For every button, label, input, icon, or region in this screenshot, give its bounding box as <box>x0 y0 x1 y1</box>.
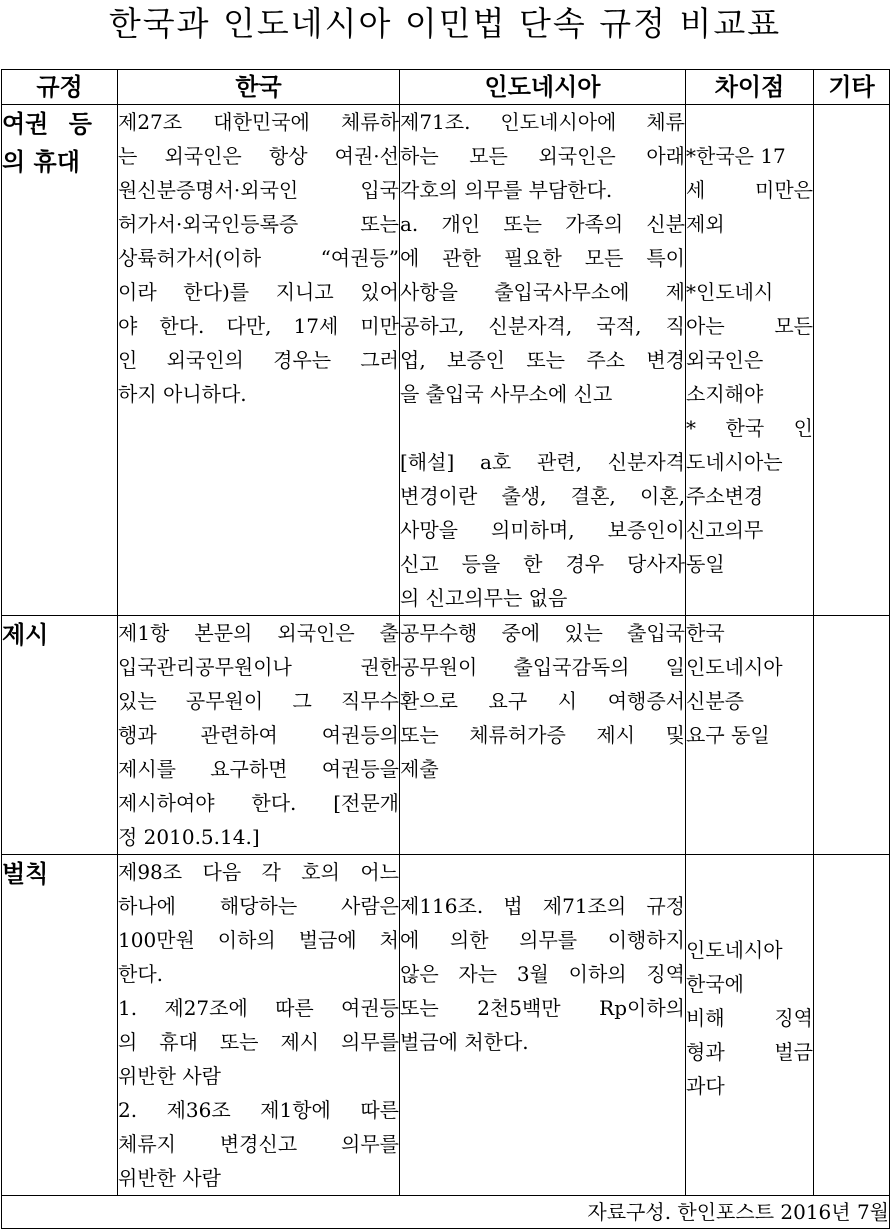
comparison-table <box>1 69 890 1229</box>
difference-cell <box>686 105 814 616</box>
difference-line: * 한국 인 <box>686 416 813 440</box>
difference-line: 외국인은 <box>686 348 764 372</box>
indonesia-line: 각호의 의무를 부담한다. <box>400 178 613 202</box>
rule-line: 벌칙 <box>2 860 49 888</box>
indonesia-line: 에 관한 필요한 모든 특이 <box>400 246 685 270</box>
table-row-penalty <box>2 855 890 1196</box>
rule-line: 의 휴대 <box>2 148 80 176</box>
korea-line: 제98조 다음 각 호의 어느 <box>118 860 399 884</box>
difference-line: 한국에 <box>686 972 744 996</box>
table-row-passport <box>2 105 890 616</box>
indonesia-line: 또는 체류허가증 제시 및 <box>400 723 685 747</box>
korea-line: 이라 한다)를 지니고 있어 <box>118 280 399 304</box>
etc-cell <box>814 616 890 855</box>
korea-cell <box>118 855 400 1196</box>
korea-line: 체류지 변경신고 의무를 <box>118 1132 399 1156</box>
difference-line: 제외 <box>686 212 725 236</box>
indonesia-line: 의 신고의무는 없음 <box>400 586 568 610</box>
korea-cell <box>118 616 400 855</box>
difference-line: 인도네시아 <box>686 655 783 679</box>
korea-line: 인 외국인의 경우는 그러 <box>118 348 399 372</box>
korea-line: 한다. <box>118 962 163 986</box>
indonesia-line: 제71조. 인도네시아에 체류 <box>400 110 685 134</box>
korea-line: 위반한 사람 <box>118 1166 221 1190</box>
indonesia-line: 제116조. 법 제71조의 규정 <box>400 894 685 918</box>
indonesia-line: 하는 모든 외국인은 아래 <box>400 144 685 168</box>
source-credit: 자료구성. 한인포스트 2016년 7월 <box>2 1196 890 1229</box>
indonesia-cell <box>400 105 686 616</box>
korea-line: 상륙허가서(이하 “여권등” <box>118 246 399 270</box>
difference-line: 신분증 <box>686 689 744 713</box>
difference-line: 도네시아는 <box>686 450 783 474</box>
difference-line: 세 미만은 <box>686 178 813 202</box>
header-row <box>2 70 890 105</box>
korea-cell <box>118 105 400 616</box>
korea-line: 제1항 본문의 외국인은 출 <box>118 621 399 645</box>
indonesia-line: 벌금에 처한다. <box>400 1030 529 1054</box>
korea-line: 는 외국인은 항상 여권·선 <box>118 144 399 168</box>
etc-cell <box>814 105 890 616</box>
difference-line: 비해 징역 <box>686 1006 813 1030</box>
footer-row <box>2 1196 890 1229</box>
indonesia-line: 제출 <box>400 757 439 781</box>
indonesia-line: 않은 자는 3월 이하의 징역 <box>400 962 685 986</box>
difference-line: 한국 <box>686 621 725 645</box>
header-etc: 기타 <box>814 70 890 105</box>
difference-line: 신고의무 <box>686 518 764 542</box>
indonesia-line: 사망을 의미하며, 보증인이 <box>400 518 685 542</box>
etc-cell <box>814 855 890 1196</box>
indonesia-line: 을 출입국 사무소에 신고 <box>400 382 613 406</box>
korea-line: 위반한 사람 <box>118 1064 221 1088</box>
rule-cell <box>2 855 118 1196</box>
indonesia-line: a. 개인 또는 가족의 신분 <box>400 212 685 236</box>
korea-line: 행과 관련하여 여권등의 <box>118 723 399 747</box>
indonesia-cell <box>400 855 686 1196</box>
difference-line: *한국은 17 <box>686 144 786 168</box>
korea-line: 하지 아니하다. <box>118 382 247 406</box>
difference-line: 동일 <box>686 552 725 576</box>
indonesia-line: 사항을 출입국사무소에 제 <box>400 280 685 304</box>
korea-line: 2. 제36조 제1항에 따른 <box>118 1098 399 1122</box>
difference-line: 인도네시아 <box>686 938 783 962</box>
difference-line: 주소변경 <box>686 484 764 508</box>
difference-cell <box>686 855 814 1196</box>
page-title: 한국과 인도네시아 이민법 단속 규정 비교표 <box>108 4 782 43</box>
table-row-presentation <box>2 616 890 855</box>
indonesia-line: 변경이란 출생, 결혼, 이혼, <box>400 484 685 508</box>
difference-cell <box>686 616 814 855</box>
korea-line: 100만원 이하의 벌금에 처 <box>118 928 399 952</box>
indonesia-line: [해설] a호 관련, 신분자격 <box>400 450 685 474</box>
header-korea: 한국 <box>118 70 400 105</box>
difference-line: 과다 <box>686 1074 725 1098</box>
korea-line: 야 한다. 다만, 17세 미만 <box>118 314 399 338</box>
korea-line: 정 2010.5.14.] <box>118 825 260 849</box>
indonesia-line: 공하고, 신분자격, 국적, 직 <box>400 314 685 338</box>
spacer <box>400 411 685 445</box>
rule-line: 제시 <box>2 621 49 649</box>
spacer <box>686 241 813 275</box>
rule-cell <box>2 105 118 616</box>
indonesia-line: 에 의한 의무를 이행하지 <box>400 928 685 952</box>
indonesia-line: 공무수행 중에 있는 출입국 <box>400 621 685 645</box>
rule-cell <box>2 616 118 855</box>
spacer <box>686 105 813 139</box>
difference-line: 형과 벌금 <box>686 1040 813 1064</box>
korea-line: 입국관리공무원이나 권한 <box>118 655 399 679</box>
korea-line: 원신분증명서·외국인 입국 <box>118 178 399 202</box>
header-difference: 차이점 <box>686 70 814 105</box>
difference-line: 요구 동일 <box>686 723 770 747</box>
header-indonesia: 인도네시아 <box>400 70 686 105</box>
korea-line: 허가서·외국인등록증 또는 <box>118 212 399 236</box>
korea-line: 제27조 대한민국에 체류하 <box>118 110 399 134</box>
difference-line: 아는 모든 <box>686 314 813 338</box>
indonesia-line: 업, 보증인 또는 주소 변경 <box>400 348 685 372</box>
difference-line: *인도네시 <box>686 280 774 304</box>
korea-line: 하나에 해당하는 사람은 <box>118 894 399 918</box>
indonesia-line: 환으로 요구 시 여행증서 <box>400 689 685 713</box>
korea-line: 제시를 요구하면 여권등을 <box>118 757 399 781</box>
difference-line: 소지해야 <box>686 382 764 406</box>
rule-line: 여권 등 <box>2 110 92 138</box>
header-rule: 규정 <box>2 70 118 105</box>
indonesia-line: 또는 2천5백만 Rp이하의 <box>400 996 685 1020</box>
korea-line: 1. 제27조에 따른 여권등 <box>118 996 399 1020</box>
korea-line: 의 휴대 또는 제시 의무를 <box>118 1030 399 1054</box>
indonesia-line: 신고 등을 한 경우 당사자 <box>400 552 685 576</box>
indonesia-cell <box>400 616 686 855</box>
korea-line: 있는 공무원이 그 직무수 <box>118 689 399 713</box>
korea-line: 제시하여야 한다. [전문개 <box>118 791 399 815</box>
indonesia-line: 공무원이 출입국감독의 일 <box>400 655 685 679</box>
